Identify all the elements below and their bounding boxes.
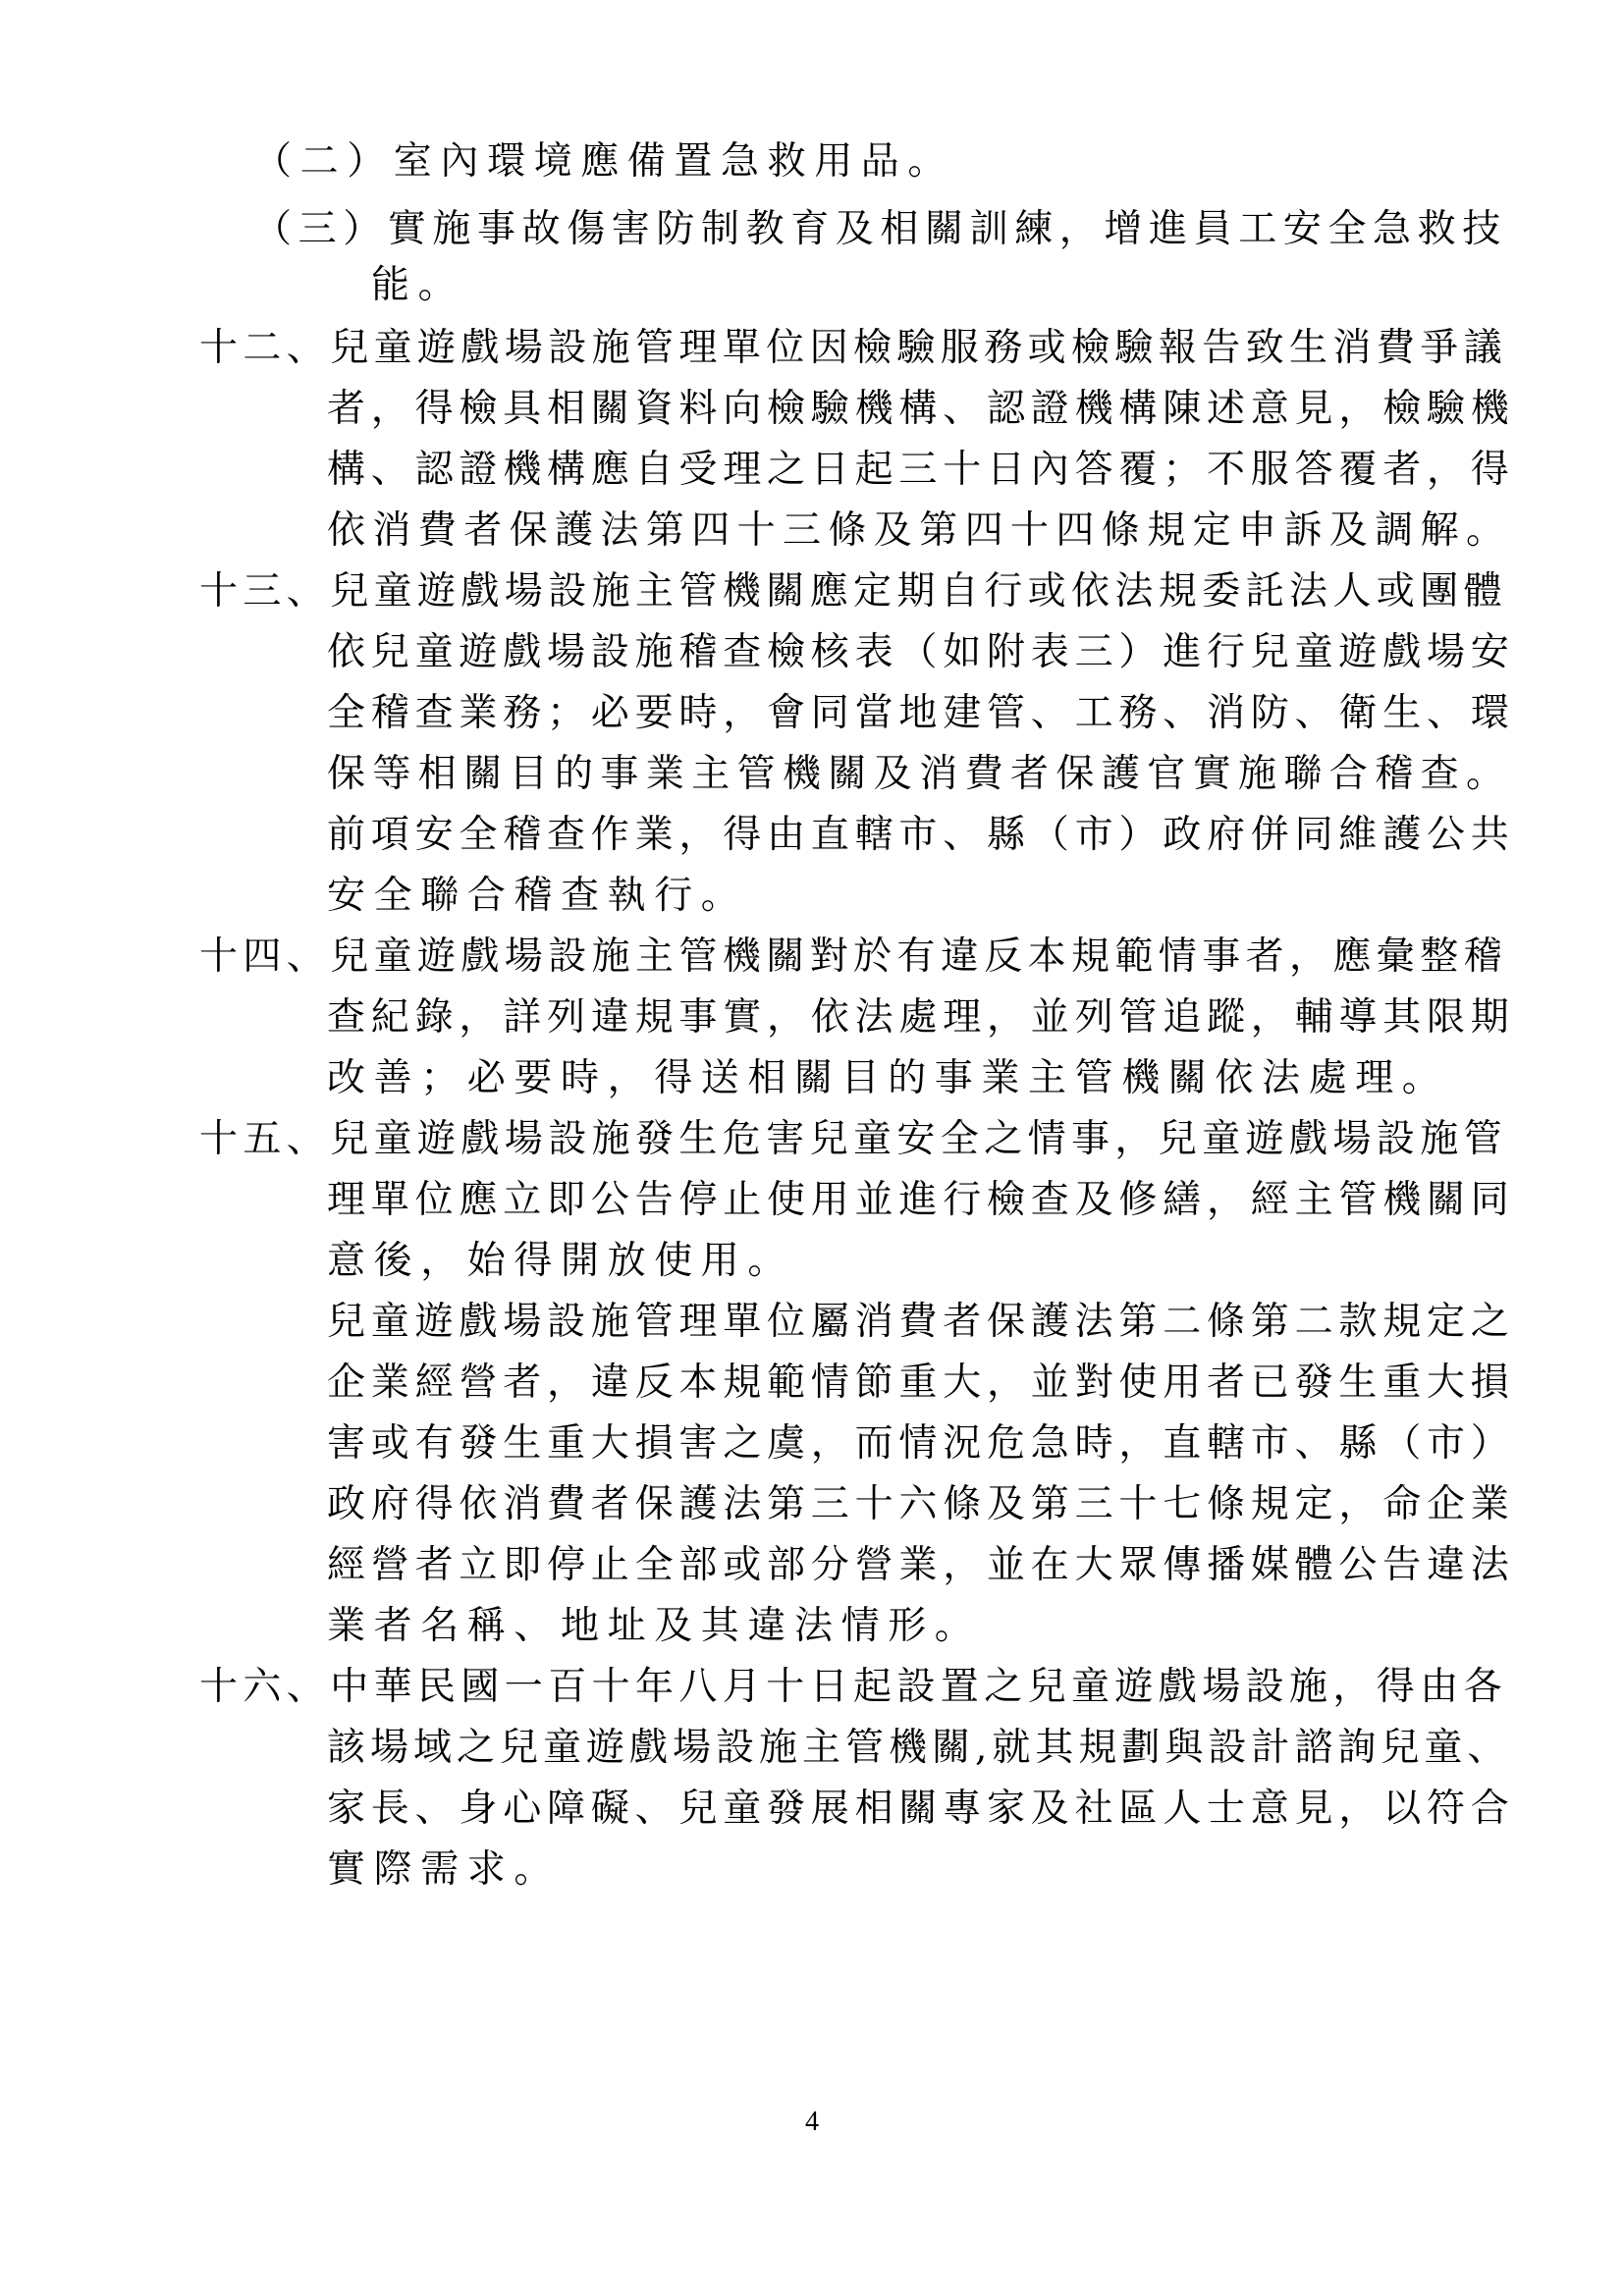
text-line: 保等相關目的事業主管機關及消費者保護官實施聯合稽查。 (327, 752, 1512, 796)
text-line: 十二、兒童遊戲場設施管理單位因檢驗服務或檢驗報告致生消費爭議 (199, 326, 1508, 370)
text-line: 實際需求。 (327, 1847, 562, 1892)
text-line: 業者名稱、地址及其違法情形。 (327, 1604, 982, 1648)
text-line: （二）室內環境應備置急救用品。 (253, 139, 955, 184)
text-line: 經營者立即停止全部或部分營業，並在大眾傳播媒體公告違法 (327, 1543, 1515, 1587)
text-line: 者，得檢具相關資料向檢驗機構、認證機構陳述意見，檢驗機 (327, 387, 1515, 431)
text-line: 意後，始得開放使用。 (327, 1239, 795, 1283)
text-line: 構、認證機構應自受理之日起三十日內答覆；不服答覆者，得 (327, 448, 1515, 492)
text-line: 理單位應立即公告停止使用並進行檢查及修繕，經主管機關同 (327, 1178, 1515, 1222)
text-line: 十三、兒童遊戲場設施主管機關應定期自行或依法規委託法人或團體 (199, 569, 1508, 614)
text-line: （三）實施事故傷害防制教育及相關訓練，增進員工安全急救技 (253, 207, 1507, 251)
text-line: 兒童遊戲場設施管理單位屬消費者保護法第二條第二款規定之 (327, 1300, 1515, 1344)
text-line: 查紀錄，詳列違規事實，依法處理，並列管追蹤，輔導其限期 (327, 995, 1515, 1040)
text-line: 十四、兒童遊戲場設施主管機關對於有違反本規範情事者，應彙整稽 (199, 934, 1508, 979)
text-line: 安全聯合稽查執行。 (327, 874, 748, 918)
text-line: 害或有發生重大損害之虞，而情況危急時，直轄市、縣（市） (327, 1421, 1515, 1466)
text-line: 十五、兒童遊戲場設施發生危害兒童安全之情事，兒童遊戲場設施管 (199, 1117, 1508, 1161)
text-line: 政府得依消費者保護法第三十六條及第三十七條規定，命企業 (327, 1482, 1515, 1526)
text-line: 十六、中華民國一百十年八月十日起設置之兒童遊戲場設施，得由各 (199, 1665, 1508, 1709)
text-line: 改善；必要時，得送相關目的事業主管機關依法處理。 (327, 1056, 1449, 1100)
text-line: 依消費者保護法第四十三條及第四十四條規定申訴及調解。 (327, 508, 1512, 553)
text-line: 依兒童遊戲場設施稽查檢核表（如附表三）進行兒童遊戲場安 (327, 630, 1515, 674)
text-line: 家長、身心障礙、兒童發展相關專家及社區人士意見，以符合 (327, 1787, 1515, 1831)
page-number: 4 (805, 2107, 819, 2137)
text-line: 能。 (371, 263, 465, 307)
text-line: 該場域之兒童遊戲場設施主管機關,就其規劃與設計諮詢兒童、 (327, 1726, 1511, 1770)
text-line: 全稽查業務；必要時，會同當地建管、工務、消防、衛生、環 (327, 691, 1515, 735)
text-line: 前項安全稽查作業，得由直轄市、縣（市）政府併同維護公共 (327, 813, 1515, 857)
text-line: 企業經營者，違反本規範情節重大，並對使用者已發生重大損 (327, 1361, 1515, 1405)
